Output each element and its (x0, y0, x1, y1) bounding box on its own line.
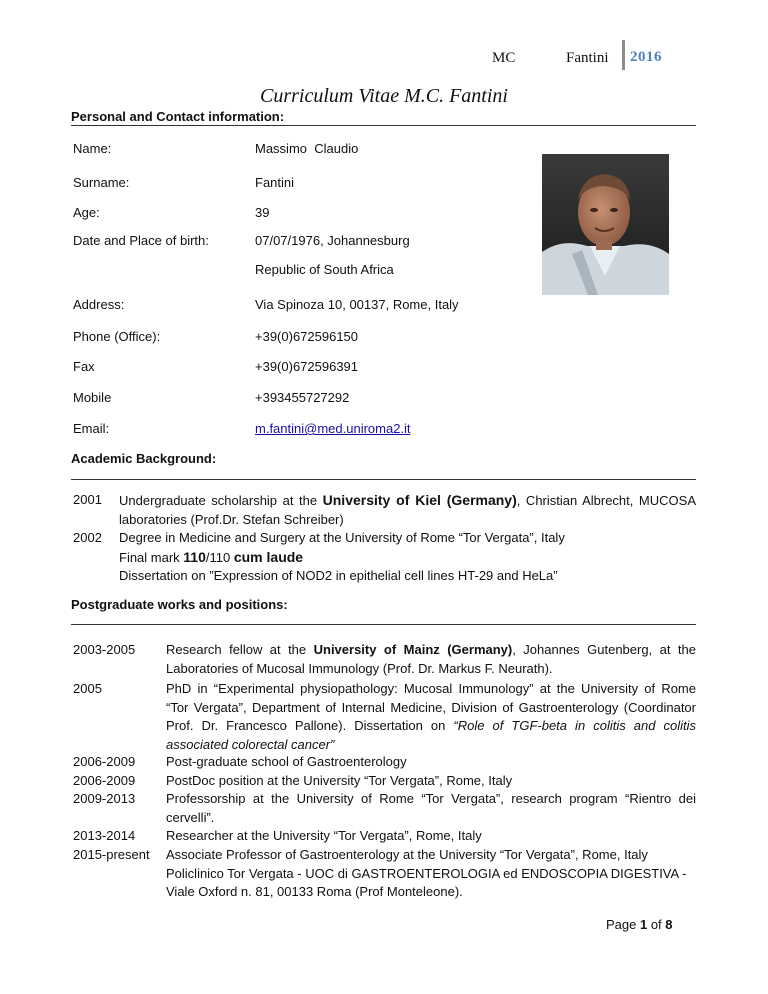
academic-year-2002: 2002 (73, 530, 102, 545)
personal-rule (71, 125, 696, 126)
pg-year-2013: 2013-2014 (73, 828, 136, 843)
academic-entry-2001: Undergraduate scholarship at the University of Kiel (Germany), Christian Albrecht, MUCOSA laboratories (Prof.Dr. Stefan Schreiber) (119, 492, 696, 527)
header-divider (622, 40, 625, 70)
fax-value: +39(0)672596391 (255, 359, 359, 374)
email-label: Email: (73, 421, 110, 436)
postgraduate-heading: Postgraduate works and positions: (71, 597, 288, 612)
mobile-value: +393455727292 (255, 390, 350, 405)
header-year: 2016 (630, 49, 662, 65)
pg-entry-2009: Professorship at the University of Rome “Tor Vergata”, research program “Rientro dei cervelli”. (166, 791, 696, 825)
pg-year-2006a: 2006-2009 (73, 754, 136, 769)
pg-year-2003: 2003-2005 (73, 642, 136, 657)
academic-entry-2002: Degree in Medicine and Surgery at the University of Rome “Tor Vergata”, Italy Final mark 110/110 cum laude Dissertation on ”Expression of NOD2 in epithelial cell lines HT-29 and HeLa” (119, 530, 565, 583)
phone-value: +39(0)672596150 (255, 329, 359, 344)
address-label: Address: (73, 297, 125, 312)
personal-heading: Personal and Contact information: (71, 109, 285, 124)
academic-year-2001: 2001 (73, 492, 102, 507)
profile-photo (542, 154, 669, 295)
pg-year-2015: 2015-present (73, 847, 150, 862)
pg-year-2005: 2005 (73, 681, 102, 696)
pg-entry-2005: PhD in “Experimental physiopathology: Mucosal Immunology” at the University of Rome “Tor Vergata”, Department of Internal Medicine, Division of Gastroenterology (Coordinator Prof. Dr. Francesco Pallone). Dissertation on “Role of TGF-beta in colitis and colitis associated colorectal cancer” (166, 681, 696, 752)
academic-heading: Academic Background: (71, 451, 217, 466)
age-label: Age: (73, 205, 100, 220)
birth-value: 07/07/1976, Johannesburg (255, 233, 410, 248)
academic-rule (71, 479, 696, 480)
header-initials: MC (492, 50, 516, 66)
pg-entry-2006a: Post-graduate school of Gastroenterology (166, 754, 407, 769)
name-label: Name: (73, 141, 112, 156)
postgraduate-rule (71, 624, 696, 625)
pg-year-2009: 2009-2013 (73, 791, 136, 806)
mobile-label: Mobile (73, 390, 112, 405)
surname-value: Fantini (255, 175, 295, 190)
birth-label: Date and Place of birth: (73, 233, 209, 248)
fax-label: Fax (73, 359, 95, 374)
pg-entry-2003: Research fellow at the University of Mainz (Germany), Johannes Gutenberg, at the Laboratories of Mucosal Immunology (Prof. Dr. Markus F. Neurath). (166, 642, 696, 676)
header-surname: Fantini (566, 50, 609, 66)
address-value: Via Spinoza 10, 00137, Rome, Italy (255, 297, 459, 312)
pg-entry-2013: Researcher at the University “Tor Vergata”, Rome, Italy (166, 828, 482, 843)
pg-entry-2006b: PostDoc position at the University “Tor Vergata”, Rome, Italy (166, 773, 513, 788)
email-link[interactable]: m.fantini@med.uniroma2.it (255, 421, 411, 436)
surname-label: Surname: (73, 175, 130, 190)
pg-entry-2015: Associate Professor of Gastroenterology at the University “Tor Vergata”, Rome, Italy Policlinico Tor Vergata - UOC di GASTROENTEROLOGIA ed ENDOSCOPIA DIGESTIVA - Viale Oxford n. 81, 00133 Roma (Prof Monteleone). (166, 847, 687, 899)
name-value: Massimo Claudio (255, 141, 359, 156)
document-title: Curriculum Vitae M.C. Fantini (260, 85, 508, 107)
age-value: 39 (255, 205, 270, 220)
page-number: Page 1 of 8 (606, 917, 673, 932)
phone-label: Phone (Office): (73, 329, 161, 344)
birth-country-value: Republic of South Africa (255, 262, 394, 277)
pg-year-2006b: 2006-2009 (73, 773, 136, 788)
